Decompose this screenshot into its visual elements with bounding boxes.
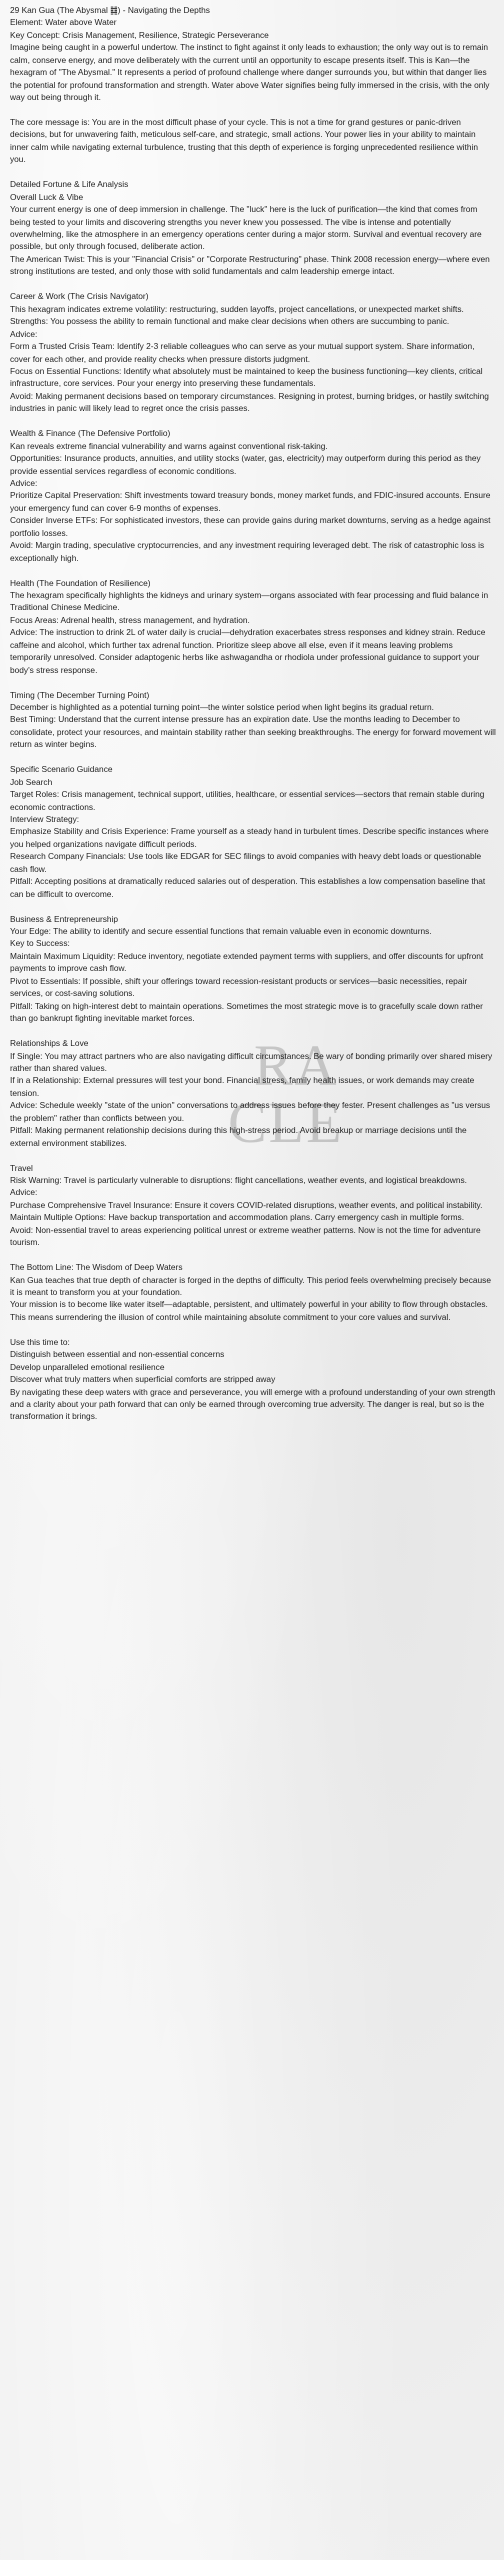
watermark-text-top: RA — [254, 1033, 339, 1098]
business-section — [10, 913, 496, 1025]
job-pitfall: Pitfall: Accepting positions at dramatically reduced salaries out of desperation. This establishes a low compensation baseline that can be difficult to overcome. — [10, 876, 486, 899]
travel-avoid: Avoid: Non-essential travel to areas experiencing political unrest or extreme weather patterns. Now is not the time for adventure tourism. — [10, 1224, 481, 1248]
career-avoid: Avoid: Making permanent decisions based on temporary circumstances. Resigning in protest, burning bridges, or hastily switching industries in panic will likely lead to regret once the crisis passes. — [10, 390, 489, 414]
closing-heading: Use this time to: — [10, 1336, 70, 1347]
travel-advice-item: Purchase Comprehensive Travel Insurance: Ensure it covers COVID-related disruptions, weather events, and political instability. — [10, 1199, 483, 1210]
closing-paragraph: By navigating these deep waters with grace and perseverance, you will emerge with a profound understanding of your own strength and a clarity about your path forward that can only be earned through overcoming true adversity. The danger is real, but so is the transformation it brings. — [10, 1386, 496, 1422]
health-paragraph: The hexagram specifically highlights the kidneys and urinary system—organs associated with fear processing and fluid balance in Traditional Chinese Medicine. — [10, 589, 489, 613]
timing-section — [10, 689, 496, 751]
health-heading: Health (The Foundation of Resilience) — [10, 577, 151, 588]
key-concept-line: Key Concept: Crisis Management, Resilience, Strategic Perseverance — [10, 29, 269, 40]
business-edge: Your Edge: The ability to identify and secure essential functions that remain valuable even in economic downturns. — [10, 926, 432, 937]
american-twist-paragraph: The American Twist: This is your "Financial Crisis" or "Corporate Restructuring" phase. Think 2008 recession energy—where even strong institutions are tested, and only those with solid fundamentals and calm leadership emerge intact. — [10, 253, 490, 277]
relationships-in-relationship: If in a Relationship: External pressures will test your bond. Financial stress, family health issues, or work demands may create tension. — [10, 1075, 475, 1098]
travel-risk: Risk Warning: Travel is particularly vulnerable to disruptions: flight cancellations, weather events, and logistical breakdowns. — [10, 1174, 467, 1185]
header-section — [10, 4, 496, 104]
travel-section — [10, 1162, 496, 1249]
interview-strategy-label: Interview Strategy: — [10, 814, 80, 825]
bottom-line-section — [10, 1261, 496, 1323]
wealth-advice-item: Consider Inverse ETFs: For sophisticated investors, these can provide gains during market downturns, serving as a hedge against portfolio losses. — [10, 515, 491, 538]
timing-paragraph: December is highlighted as a potential turning point—the winter solstice period when light begins its gradual return. — [10, 702, 434, 712]
wealth-opportunities: Opportunities: Insurance products, annuities, and utility stocks (water, gas, electricity) may outperform during this period as they provide essential services regardless of economic conditions. — [10, 453, 481, 476]
health-section — [10, 577, 496, 677]
job-search-heading: Job Search — [10, 776, 53, 787]
document-body — [10, 4, 496, 1423]
timing-best: Best Timing: Understand that the current intense pressure has an expiration date. Use the months leading to December to consolidate, protect your resources, and maintain stability rather than seeking breakthroughs. The energy for forward movement will return as winter begins. — [10, 714, 496, 750]
wealth-heading: Wealth & Finance (The Defensive Portfolio) — [10, 428, 171, 439]
fortune-subheading: Overall Luck & Vibe — [10, 191, 84, 202]
career-heading: Career & Work (The Crisis Navigator) — [10, 291, 149, 302]
closing-list-item: Discover what truly matters when superficial comforts are stripped away — [10, 1374, 276, 1385]
business-keys-label: Key to Success: — [10, 938, 70, 949]
intro-paragraph: Imagine being caught in a powerful undertow. The instinct to fight against it only leads to exhaustion; the only way out is to remain calm, conserve energy, and move deliberately with the current until an opportunity to escape presents itself. This is Kan—the hexagram of "The Abysmal." It represents a period of profound challenge where danger surrounds you, but within that danger lies the potential for profound transformation and strength. Water above Water signifies being fully immersed in the crisis, with the only way out being through it. — [10, 42, 490, 103]
scenario-section — [10, 763, 496, 900]
relationships-heading: Relationships & Love — [10, 1038, 89, 1049]
timing-heading: Timing (The December Turning Point) — [10, 689, 150, 700]
career-paragraph: This hexagram indicates extreme volatility: restructuring, sudden layoffs, project cancellations, or unexpected market shifts. — [10, 303, 464, 314]
wealth-section — [10, 427, 496, 564]
closing-list-item: Distinguish between essential and non-essential concerns — [10, 1349, 225, 1360]
business-key-item: Maintain Maximum Liquidity: Reduce inventory, negotiate extended payment terms with suppliers, and offer discounts for upfront payments to improve cash flow. — [10, 950, 484, 974]
wealth-advice-label: Advice: — [10, 477, 38, 488]
core-message-paragraph: The core message is: You are in the most difficult phase of your cycle. This is not a time for grand gestures or panic-driven decisions, but for unwavering faith, meticulous self-care, and strategic, small actions. Your power lies in your ability to maintain inner calm while navigating external turbulence, trusting that this depth of experience is forging unprecedented resilience within you. — [10, 117, 478, 165]
interview-strategy-item: Emphasize Stability and Crisis Experience: Frame yourself as a steady hand in turbulent times. Describe specific instances where you helped organizations navigate difficult periods. — [10, 826, 489, 849]
job-target-roles: Target Roles: Crisis management, technical support, utilities, healthcare, or essential services—sectors that remain stable during economic contractions. — [10, 789, 485, 812]
bottom-line-paragraph: Kan Gua teaches that true depth of character is forged in the depths of difficulty. This period feels overwhelming precisely because it is meant to transform you at your foundation. — [10, 1274, 491, 1297]
travel-heading: Travel — [10, 1162, 33, 1173]
career-strengths: Strengths: You possess the ability to remain functional and make clear decisions when others are succumbing to panic. — [10, 316, 450, 327]
business-pitfall: Pitfall: Taking on high-interest debt to maintain operations. Sometimes the most strategic move is to gracefully scale down rather than go bankrupt fighting inevitable market forces. — [10, 1000, 483, 1024]
relationships-advice: Advice: Schedule weekly "state of the union" conversations to address issues before they fester. Present challenges as "us versus the problem" rather than conflicts between you. — [10, 1100, 491, 1123]
business-key-item: Pivot to Essentials: If possible, shift your offerings toward recession-resistant products or services—basic necessities, repair services, or cost-saving solutions. — [10, 975, 468, 999]
career-section — [10, 290, 496, 415]
research-financials-item: Research Company Financials: Use tools like EDGAR for SEC filings to avoid companies with heavy debt loads or questionable cash flow. — [10, 851, 482, 874]
business-heading: Business & Entrepreneurship — [10, 913, 119, 924]
scenario-heading: Specific Scenario Guidance — [10, 764, 113, 775]
closing-section — [10, 1336, 496, 1423]
health-advice: Advice: The instruction to drink 2L of water daily is crucial—dehydration exacerbates stress responses and kidney strain. Reduce caffeine and alcohol, which further tax adrenal function. Prioritize sleep above all else, even if it means leaving problems temporarily unresolved. Consider adaptogenic herbs like ashwagandha or rhodiola under professional guidance to support your body's stress response. — [10, 627, 486, 675]
closing-list-item: Develop unparalleled emotional resilience — [10, 1361, 165, 1372]
bottom-line-heading: The Bottom Line: The Wisdom of Deep Waters — [10, 1262, 183, 1273]
relationships-section — [10, 1033, 496, 1149]
relationships-pitfall: Pitfall: Making permanent relationship decisions during this high-stress period. Avoid breakup or marriage decisions until the external environment stabilizes. — [10, 1125, 467, 1148]
core-message-section — [10, 116, 496, 166]
travel-advice-item: Maintain Multiple Options: Have backup transportation and accommodation plans. Carry emergency cash in multiple forms. — [10, 1212, 465, 1223]
fortune-paragraph: Your current energy is one of deep immersion in challenge. The "luck" here is the luck of purification—the kind that comes from being tested to your limits and discovering strengths you never knew you possessed. The vibe is intense and potentially overwhelming, like the atmosphere in an emergency operations center during a major storm. Survival and eventual recovery are possible, but only through focused, deliberate action. — [10, 204, 482, 252]
fortune-section — [10, 178, 496, 278]
wealth-paragraph: Kan reveals extreme financial vulnerability and warns against conventional risk-taking. — [10, 440, 328, 451]
career-advice-item: Form a Trusted Crisis Team: Identify 2-3 reliable colleagues who can serve as your mutual support system. Share information, cover for each other, and provide reality checks when pressure distorts judgment. — [10, 341, 475, 364]
health-focus: Focus Areas: Adrenal health, stress management, and hydration. — [10, 614, 250, 625]
bottom-line-mission: Your mission is to become like water itself—adaptable, persistent, and ultimately powerful in your ability to flow through obstacles. This means surrendering the illusion of control while maintaining absolute commitment to your core values and survival. — [10, 1299, 488, 1322]
travel-advice-label: Advice: — [10, 1187, 38, 1198]
relationships-single: If Single: You may attract partners who are also navigating difficult circumstances. Be wary of bonding primarily over shared misery rather than shared values. — [10, 1050, 493, 1073]
wealth-advice-item: Prioritize Capital Preservation: Shift investments toward treasury bonds, money market funds, and FDIC-insured accounts. Ensure your emergency fund can cover 6-9 months of expenses. — [10, 490, 491, 513]
wealth-avoid: Avoid: Margin trading, speculative cryptocurrencies, and any investment requiring leveraged debt. The risk of catastrophic loss is exceptionally high. — [10, 540, 485, 563]
career-advice-item: Focus on Essential Functions: Identify what absolutely must be maintained to keep the business functioning—key clients, critical infrastructure, core services. Pour your energy into preserving these fundamentals. — [10, 365, 483, 389]
career-advice-label: Advice: — [10, 328, 38, 339]
fortune-heading: Detailed Fortune & Life Analysis — [10, 179, 129, 190]
page-title: 29 Kan Gua (The Abysmal ䷜) - Navigating the Depths — [10, 5, 210, 15]
element-line: Element: Water above Water — [10, 17, 117, 28]
watermark-text-bottom: CLE — [228, 1090, 344, 1155]
